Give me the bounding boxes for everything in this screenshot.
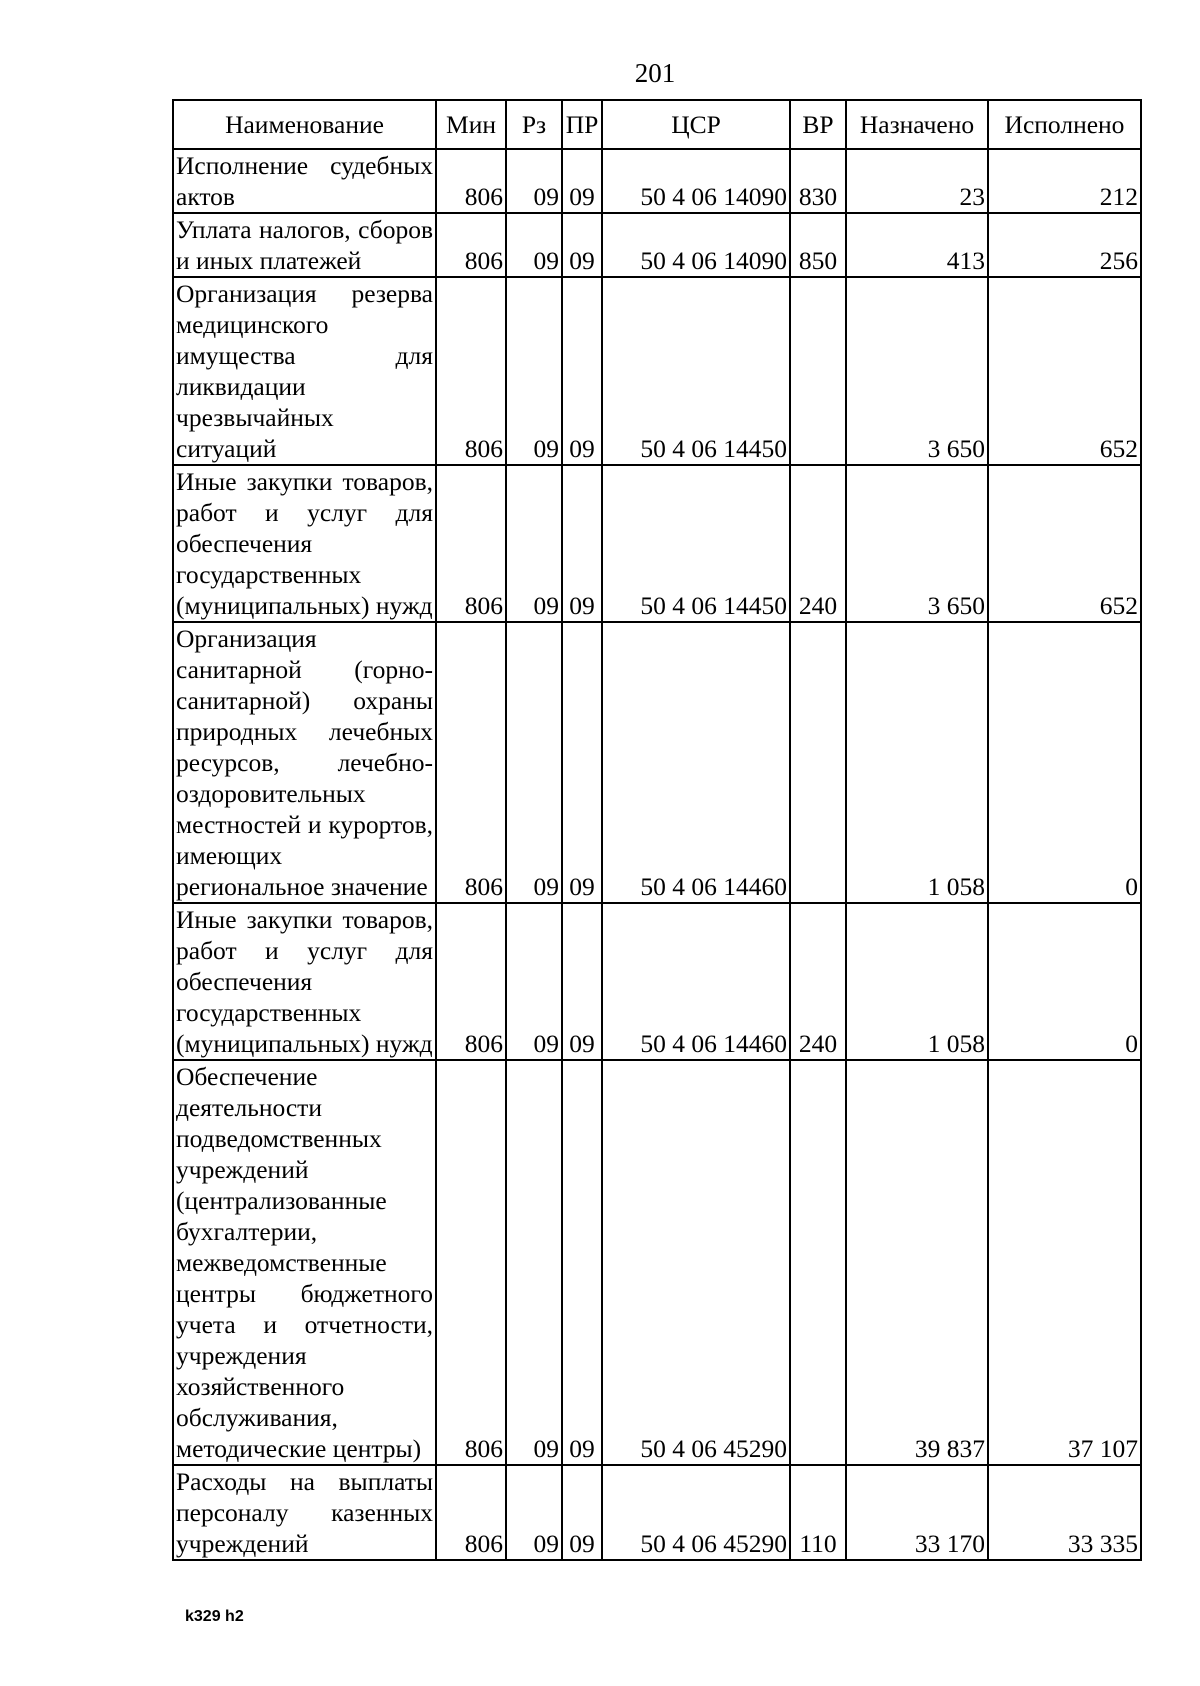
row-csr: 50 4 06 14460 xyxy=(602,622,790,903)
header-min: Мин xyxy=(436,100,506,149)
row-assigned: 23 xyxy=(846,149,988,213)
row-csr: 50 4 06 45290 xyxy=(602,1060,790,1465)
row-executed: 0 xyxy=(988,903,1141,1060)
row-assigned: 1 058 xyxy=(846,903,988,1060)
header-rz: Рз xyxy=(506,100,562,149)
row-vr: 830 xyxy=(790,149,846,213)
row-min: 806 xyxy=(436,213,506,277)
row-min: 806 xyxy=(436,622,506,903)
table-header-row xyxy=(173,100,1141,149)
row-pr: 09 xyxy=(562,1465,602,1560)
row-executed: 652 xyxy=(988,465,1141,622)
row-assigned: 33 170 xyxy=(846,1465,988,1560)
row-csr: 50 4 06 14090 xyxy=(602,213,790,277)
row-min: 806 xyxy=(436,1060,506,1465)
row-rz: 09 xyxy=(506,213,562,277)
row-min: 806 xyxy=(436,903,506,1060)
header-pr: ПР xyxy=(562,100,602,149)
table-row xyxy=(173,1465,1141,1560)
row-executed: 652 xyxy=(988,277,1141,465)
row-vr: 240 xyxy=(790,465,846,622)
row-csr: 50 4 06 45290 xyxy=(602,1465,790,1560)
row-vr xyxy=(790,622,846,903)
row-assigned: 1 058 xyxy=(846,622,988,903)
row-min: 806 xyxy=(436,149,506,213)
row-name: Иные закупки товаров, работ и услуг для обеспечения государственных (муниципальных) нужд xyxy=(173,465,436,622)
row-name: Организация резерва медицинского имущества для ликвидации чрезвычайных ситуаций xyxy=(173,277,436,465)
table-row xyxy=(173,622,1141,903)
row-min: 806 xyxy=(436,277,506,465)
table-row xyxy=(173,1060,1141,1465)
row-executed: 0 xyxy=(988,622,1141,903)
row-vr xyxy=(790,1060,846,1465)
row-min: 806 xyxy=(436,1465,506,1560)
table-row xyxy=(173,149,1141,213)
header-executed: Исполнено xyxy=(988,100,1141,149)
row-assigned: 3 650 xyxy=(846,465,988,622)
row-vr: 110 xyxy=(790,1465,846,1560)
row-rz: 09 xyxy=(506,622,562,903)
row-csr: 50 4 06 14090 xyxy=(602,149,790,213)
row-name: Организация санитарной (горно-санитарной) охраны природных лечебных ресурсов, лечебно-оздоровительных местностей и курортов, имеющих региональное значение xyxy=(173,622,436,903)
row-executed: 37 107 xyxy=(988,1060,1141,1465)
row-assigned: 413 xyxy=(846,213,988,277)
table-row xyxy=(173,465,1141,622)
row-csr: 50 4 06 14450 xyxy=(602,465,790,622)
row-executed: 256 xyxy=(988,213,1141,277)
row-rz: 09 xyxy=(506,903,562,1060)
table-row xyxy=(173,213,1141,277)
row-csr: 50 4 06 14460 xyxy=(602,903,790,1060)
row-executed: 33 335 xyxy=(988,1465,1141,1560)
header-vr: ВР xyxy=(790,100,846,149)
row-rz: 09 xyxy=(506,149,562,213)
row-pr: 09 xyxy=(562,149,602,213)
row-rz: 09 xyxy=(506,1465,562,1560)
footer-code: k329 h2 xyxy=(185,1608,244,1625)
row-pr: 09 xyxy=(562,213,602,277)
row-pr: 09 xyxy=(562,903,602,1060)
row-name: Уплата налогов, сборов и иных платежей xyxy=(173,213,436,277)
row-assigned: 3 650 xyxy=(846,277,988,465)
row-csr: 50 4 06 14450 xyxy=(602,277,790,465)
row-rz: 09 xyxy=(506,277,562,465)
row-name: Иные закупки товаров, работ и услуг для обеспечения государственных (муниципальных) нужд xyxy=(173,903,436,1060)
table-row xyxy=(173,277,1141,465)
row-name: Исполнение судебных актов xyxy=(173,149,436,213)
table-row xyxy=(173,903,1141,1060)
header-assigned: Назначено xyxy=(846,100,988,149)
header-csr: ЦСР xyxy=(602,100,790,149)
budget-table xyxy=(172,99,1142,1561)
row-name: Расходы на выплаты персоналу казенных учреждений xyxy=(173,1465,436,1560)
row-pr: 09 xyxy=(562,277,602,465)
row-rz: 09 xyxy=(506,1060,562,1465)
row-executed: 212 xyxy=(988,149,1141,213)
row-pr: 09 xyxy=(562,1060,602,1465)
page-number: 201 xyxy=(634,58,676,88)
row-name: Обеспечение деятельности подведомственных учреждений (централизованные бухгалтерии, межведомственные центры бюджетного учета и отчетности, учреждения хозяйственного обслуживания, методические центры) xyxy=(173,1060,436,1465)
row-rz: 09 xyxy=(506,465,562,622)
row-pr: 09 xyxy=(562,622,602,903)
row-vr xyxy=(790,277,846,465)
row-assigned: 39 837 xyxy=(846,1060,988,1465)
row-vr: 850 xyxy=(790,213,846,277)
row-min: 806 xyxy=(436,465,506,622)
row-vr: 240 xyxy=(790,903,846,1060)
row-pr: 09 xyxy=(562,465,602,622)
header-name: Наименование xyxy=(173,100,436,149)
